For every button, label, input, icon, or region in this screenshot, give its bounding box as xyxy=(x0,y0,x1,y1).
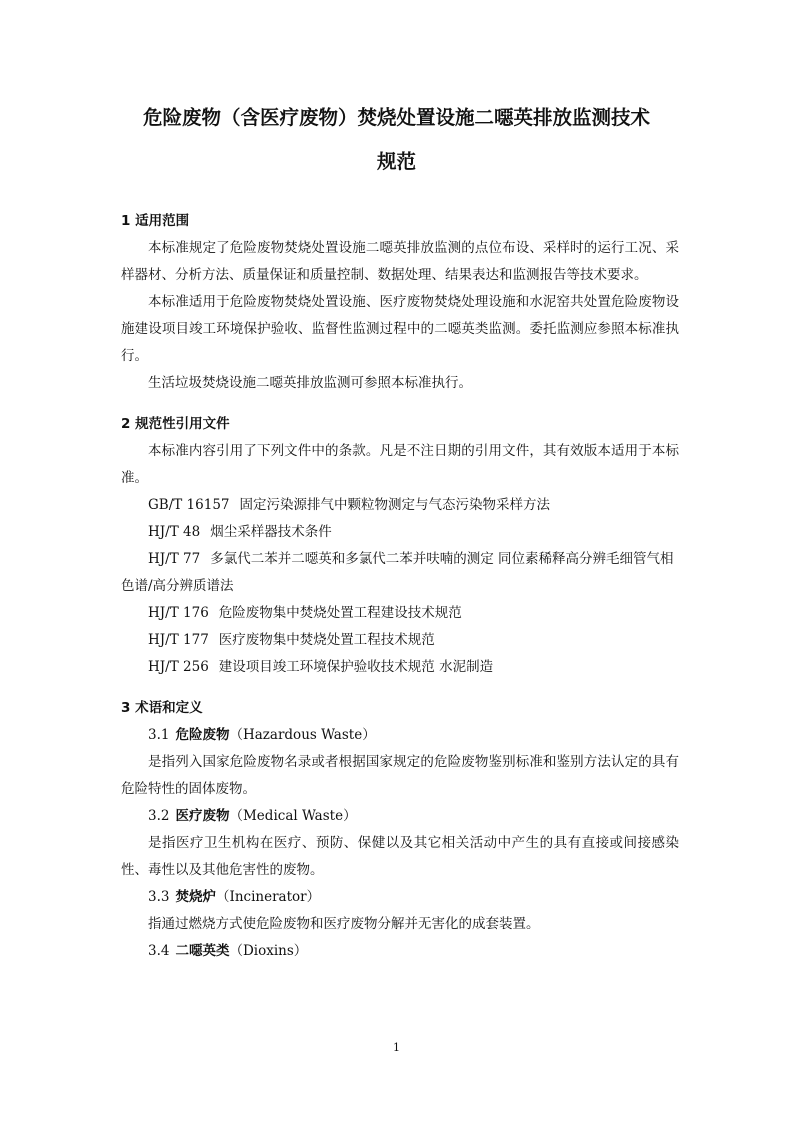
paragraph: 本标准规定了危险废物焚烧处置设施二噁英排放监测的点位布设、采样时的运行工况、采样器材、分析方法、质量保证和质量控制、数据处理、结果表达和监测报告等技术要求。 xyxy=(121,240,679,283)
reference-title: 危险废物集中焚烧处置工程建设技术规范 xyxy=(218,605,462,621)
reference-code: HJ/T 77 xyxy=(148,551,201,567)
title-line-1: 危险废物（含医疗废物）焚烧处置设施二噁英排放监测技术 xyxy=(142,106,650,129)
term-heading xyxy=(121,722,679,749)
reference-title: 多氯代二苯并二噁英和多氯代二苯并呋喃的测定 同位素稀释高分辨毛细管气相色谱/高分辨质谱法 xyxy=(121,551,674,594)
term-number: 3.3 xyxy=(148,889,170,905)
section-heading: 2 规范性引用文件 xyxy=(121,416,230,432)
document-title xyxy=(100,96,693,184)
section-normative-references xyxy=(121,411,679,681)
term-english: （Hazardous Waste） xyxy=(229,727,376,743)
reference-code: HJ/T 48 xyxy=(148,524,201,540)
reference-code: HJ/T 176 xyxy=(148,605,209,621)
term-english: （Medical Waste） xyxy=(229,808,357,824)
section-heading: 1 适用范围 xyxy=(121,213,190,229)
term-number: 3.4 xyxy=(148,943,170,959)
reference-item xyxy=(121,627,679,654)
reference-title: 医疗废物集中焚烧处置工程技术规范 xyxy=(218,632,435,648)
paragraph: 本标准内容引用了下列文件中的条款。凡是不注日期的引用文件，其有效版本适用于本标准。 xyxy=(121,443,679,486)
section-scope xyxy=(121,208,679,397)
reference-title: 建设项目竣工环境保护验收技术规范 水泥制造 xyxy=(218,659,494,675)
section-terms-definitions xyxy=(121,695,679,965)
term-name: 二噁英类 xyxy=(175,943,230,959)
reference-code: HJ/T 256 xyxy=(148,659,209,675)
page-number: 1 xyxy=(393,1041,400,1054)
reference-code: GB/T 16157 xyxy=(148,497,230,513)
reference-item xyxy=(121,492,679,519)
paragraph: 生活垃圾焚烧设施二噁英排放监测可参照本标准执行。 xyxy=(148,375,472,391)
term-name: 危险废物 xyxy=(175,727,230,743)
reference-title: 烟尘采样器技术条件 xyxy=(210,524,332,540)
reference-item xyxy=(121,519,679,546)
term-definition: 指通过燃烧方式使危险废物和医疗废物分解并无害化的成套装置。 xyxy=(148,916,540,932)
reference-item xyxy=(121,546,679,600)
term-heading xyxy=(121,884,679,911)
reference-code: HJ/T 177 xyxy=(148,632,209,648)
section-heading: 3 术语和定义 xyxy=(121,700,203,716)
term-heading xyxy=(121,803,679,830)
title-line-2: 规范 xyxy=(376,150,416,173)
term-name: 焚烧炉 xyxy=(175,889,216,905)
term-heading xyxy=(121,938,679,965)
reference-title: 固定污染源排气中颗粒物测定与气态污染物采样方法 xyxy=(239,497,550,513)
term-number: 3.2 xyxy=(148,808,170,824)
term-definition: 是指医疗卫生机构在医疗、预防、保健以及其它相关活动中产生的具有直接或间接感染性、毒性以及其他危害性的废物。 xyxy=(121,835,679,878)
term-english: （Incinerator） xyxy=(215,889,321,905)
term-english: （Dioxins） xyxy=(229,943,308,959)
term-definition: 是指列入国家危险废物名录或者根据国家规定的危险废物鉴别标准和鉴别方法认定的具有危险特性的固体废物。 xyxy=(121,754,679,797)
term-number: 3.1 xyxy=(148,727,170,743)
reference-item xyxy=(121,600,679,627)
reference-item xyxy=(121,654,679,681)
term-name: 医疗废物 xyxy=(175,808,230,824)
document-body xyxy=(121,208,679,979)
paragraph: 本标准适用于危险废物焚烧处置设施、医疗废物焚烧处理设施和水泥窑共处置危险废物设施建设项目竣工环境保护验收、监督性监测过程中的二噁英类监测。委托监测应参照本标准执行。 xyxy=(121,294,679,364)
